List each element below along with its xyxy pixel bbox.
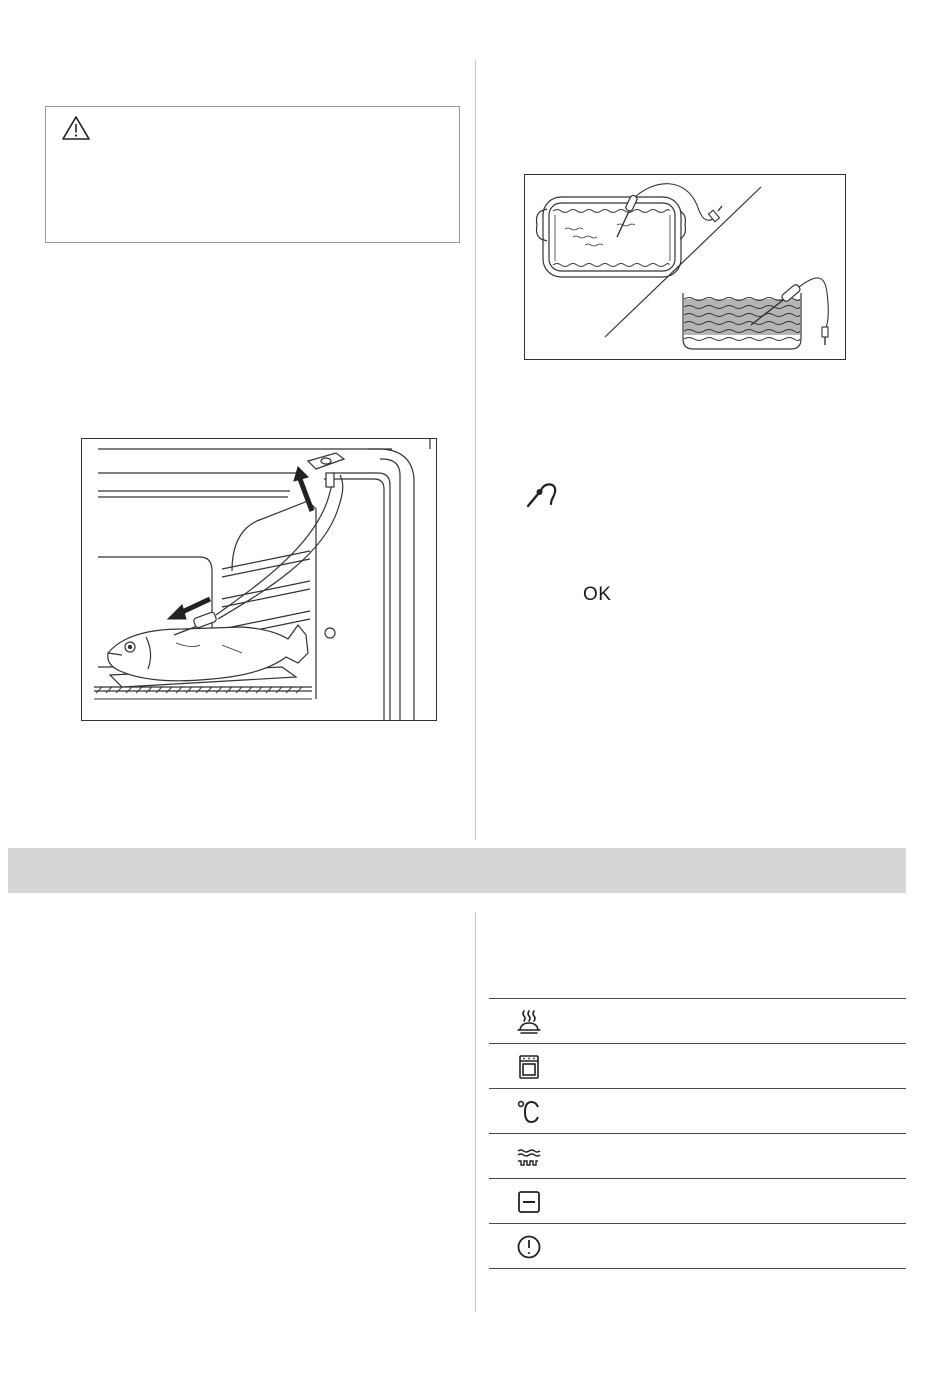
- column-divider-top: [475, 60, 476, 840]
- cooking-pot: [683, 293, 801, 349]
- table-row: [489, 1088, 906, 1133]
- table-row: [489, 1133, 906, 1178]
- celsius-degree-icon: [515, 1098, 543, 1126]
- table-row: [489, 1178, 906, 1223]
- table-row: [489, 1043, 906, 1088]
- minus-icon: [515, 1188, 543, 1216]
- display-symbols-table: [489, 998, 906, 1269]
- roasting-dish: [537, 197, 686, 277]
- column-divider-bottom: [475, 912, 476, 1312]
- ok-button-label: OK: [583, 584, 612, 605]
- clock-icon: [515, 1233, 543, 1261]
- warning-box: [45, 106, 460, 243]
- food-steam-icon: [515, 1008, 543, 1036]
- section-heading-bar: [8, 848, 906, 893]
- probe-in-food-figure: [524, 174, 846, 360]
- insert-arrow: [294, 467, 312, 511]
- oven-probe-socket-figure: [81, 438, 437, 721]
- bottom-heat-icon: [515, 1143, 543, 1171]
- oven-icon: [515, 1053, 543, 1081]
- warning-triangle-icon: [61, 115, 91, 146]
- core-temperature-probe-icon: [525, 480, 561, 515]
- table-row: [489, 1223, 906, 1269]
- table-row: [489, 998, 906, 1043]
- probe-1: [617, 184, 722, 237]
